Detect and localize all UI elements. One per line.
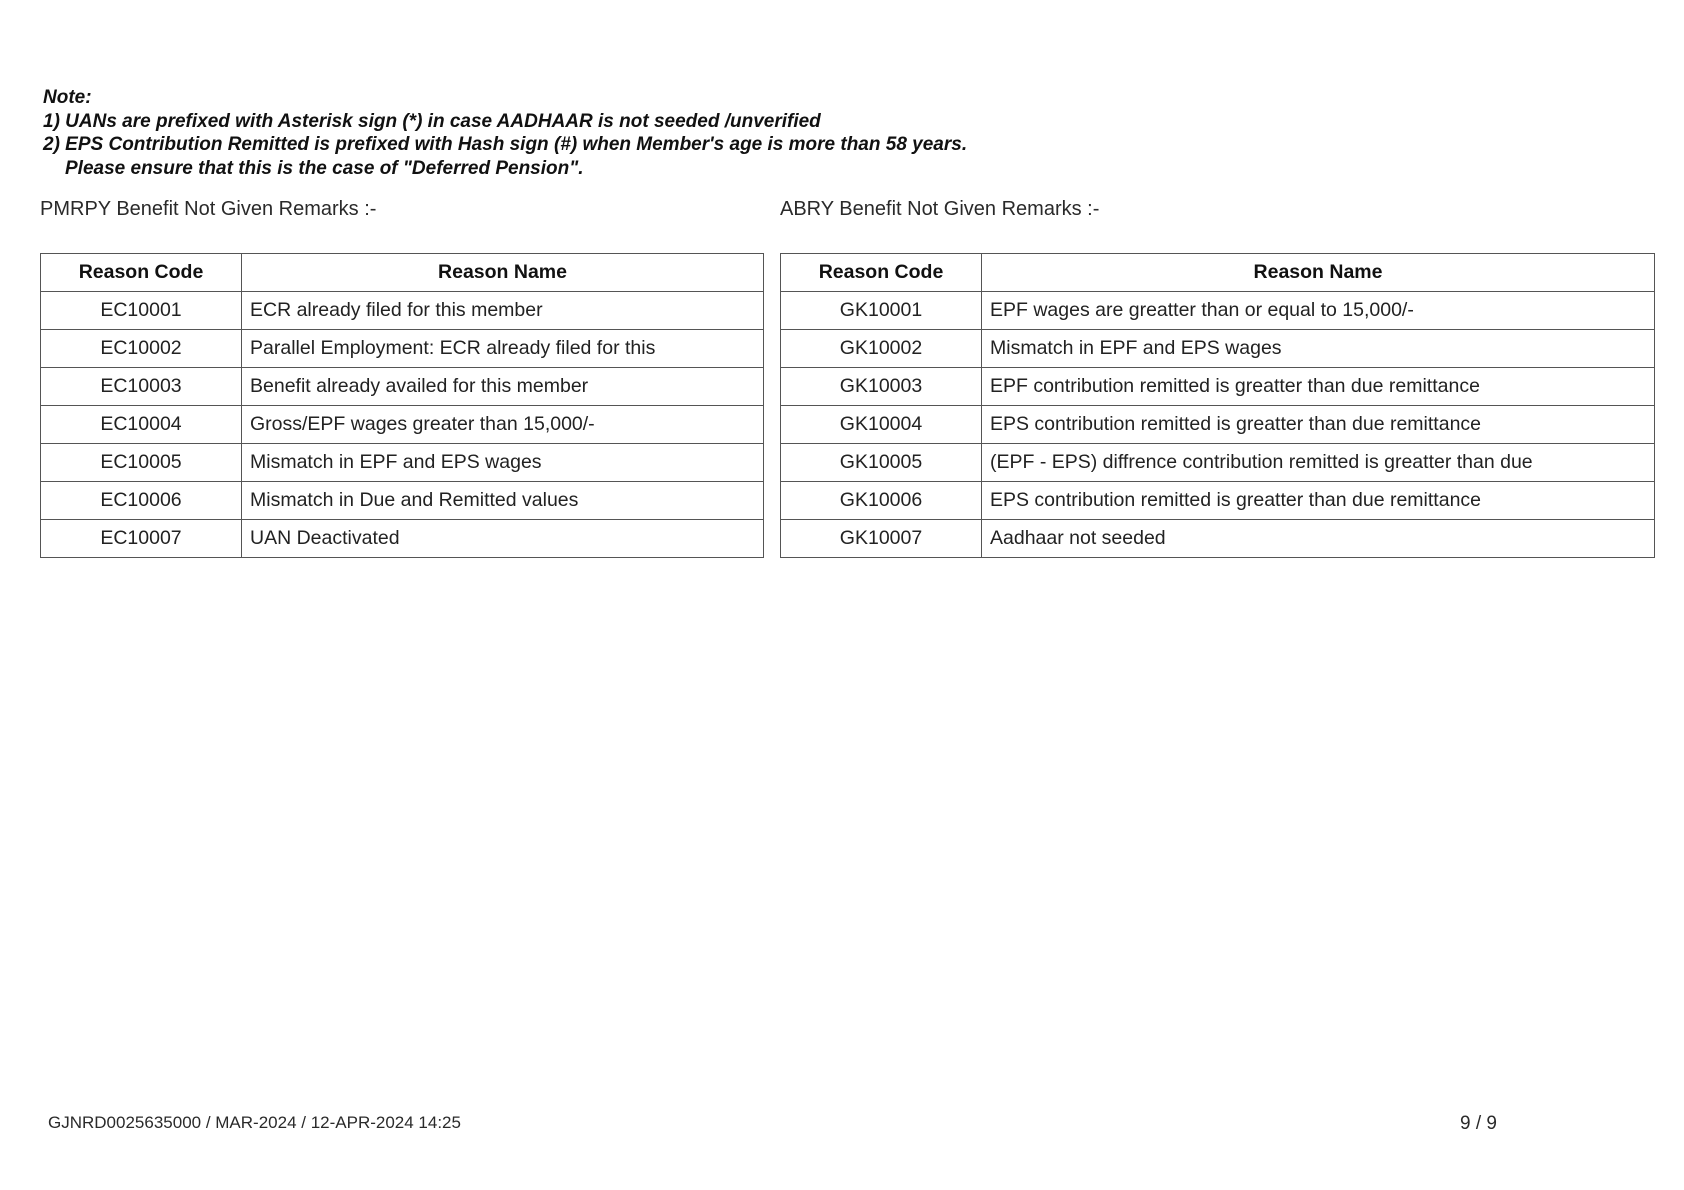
table-row [41,406,764,444]
reason-code: GK10002 [781,330,982,368]
reason-code: EC10002 [41,330,242,368]
reason-name-header: Reason Name [242,254,764,292]
table-row [41,292,764,330]
reason-code-header: Reason Code [41,254,242,292]
table-row [41,330,764,368]
reason-code: EC10003 [41,368,242,406]
reason-name: Mismatch in EPF and EPS wages [982,330,1655,368]
reason-name: UAN Deactivated [242,520,764,558]
table-header-row [781,254,1655,292]
reason-name: EPS contribution remitted is greatter than due remittance [982,482,1655,520]
reason-code: GK10004 [781,406,982,444]
note-line-2: 2) EPS Contribution Remitted is prefixed with Hash sign (#) when Member's age is more than 58 years. [43,134,968,155]
pmrpy-remarks-label: PMRPY Benefit Not Given Remarks :- [40,198,377,220]
reason-code: GK10005 [781,444,982,482]
reason-code-header: Reason Code [781,254,982,292]
table-row [781,330,1655,368]
reason-code: GK10003 [781,368,982,406]
reason-name: Gross/EPF wages greater than 15,000/- [242,406,764,444]
reason-code: EC10007 [41,520,242,558]
table-row [781,292,1655,330]
table-row [781,406,1655,444]
reason-name: EPF wages are greatter than or equal to 15,000/- [982,292,1655,330]
reason-code: GK10007 [781,520,982,558]
pmrpy-reason-table [40,253,764,558]
reason-name-header: Reason Name [982,254,1655,292]
table-row [41,368,764,406]
table-row [41,444,764,482]
reason-name: ECR already filed for this member [242,292,764,330]
page-number: 9 / 9 [1460,1113,1497,1134]
reason-name: Mismatch in Due and Remitted values [242,482,764,520]
reason-name: Mismatch in EPF and EPS wages [242,444,764,482]
abry-reason-table [780,253,1655,558]
reason-name: Parallel Employment: ECR already filed for this [242,330,764,368]
note-line-3: Please ensure that this is the case of "Deferred Pension". [65,157,584,179]
abry-remarks-label: ABRY Benefit Not Given Remarks :- [780,198,1100,220]
reason-name: Benefit already availed for this member [242,368,764,406]
reason-name: EPS contribution remitted is greatter than due remittance [982,406,1655,444]
table-row [781,368,1655,406]
reason-code: EC10005 [41,444,242,482]
reason-code: GK10006 [781,482,982,520]
table-row [781,444,1655,482]
table-header-row [41,254,764,292]
table-row [781,520,1655,558]
reason-name: Aadhaar not seeded [982,520,1655,558]
reason-code: EC10001 [41,292,242,330]
reason-name: EPF contribution remitted is greatter than due remittance [982,368,1655,406]
note-heading: Note: [43,87,92,108]
table-row [41,520,764,558]
reason-code: EC10004 [41,406,242,444]
table-row [781,482,1655,520]
note-line-1: 1) UANs are prefixed with Asterisk sign (*) in case AADHAAR is not seeded /unverified [43,110,821,132]
table-row [41,482,764,520]
footer-reference: GJNRD0025635000 / MAR-2024 / 12-APR-2024 14:25 [48,1113,461,1132]
note-block [43,86,967,180]
reason-code: EC10006 [41,482,242,520]
reason-name: (EPF - EPS) diffrence contribution remitted is greatter than due [982,444,1655,482]
reason-code: GK10001 [781,292,982,330]
